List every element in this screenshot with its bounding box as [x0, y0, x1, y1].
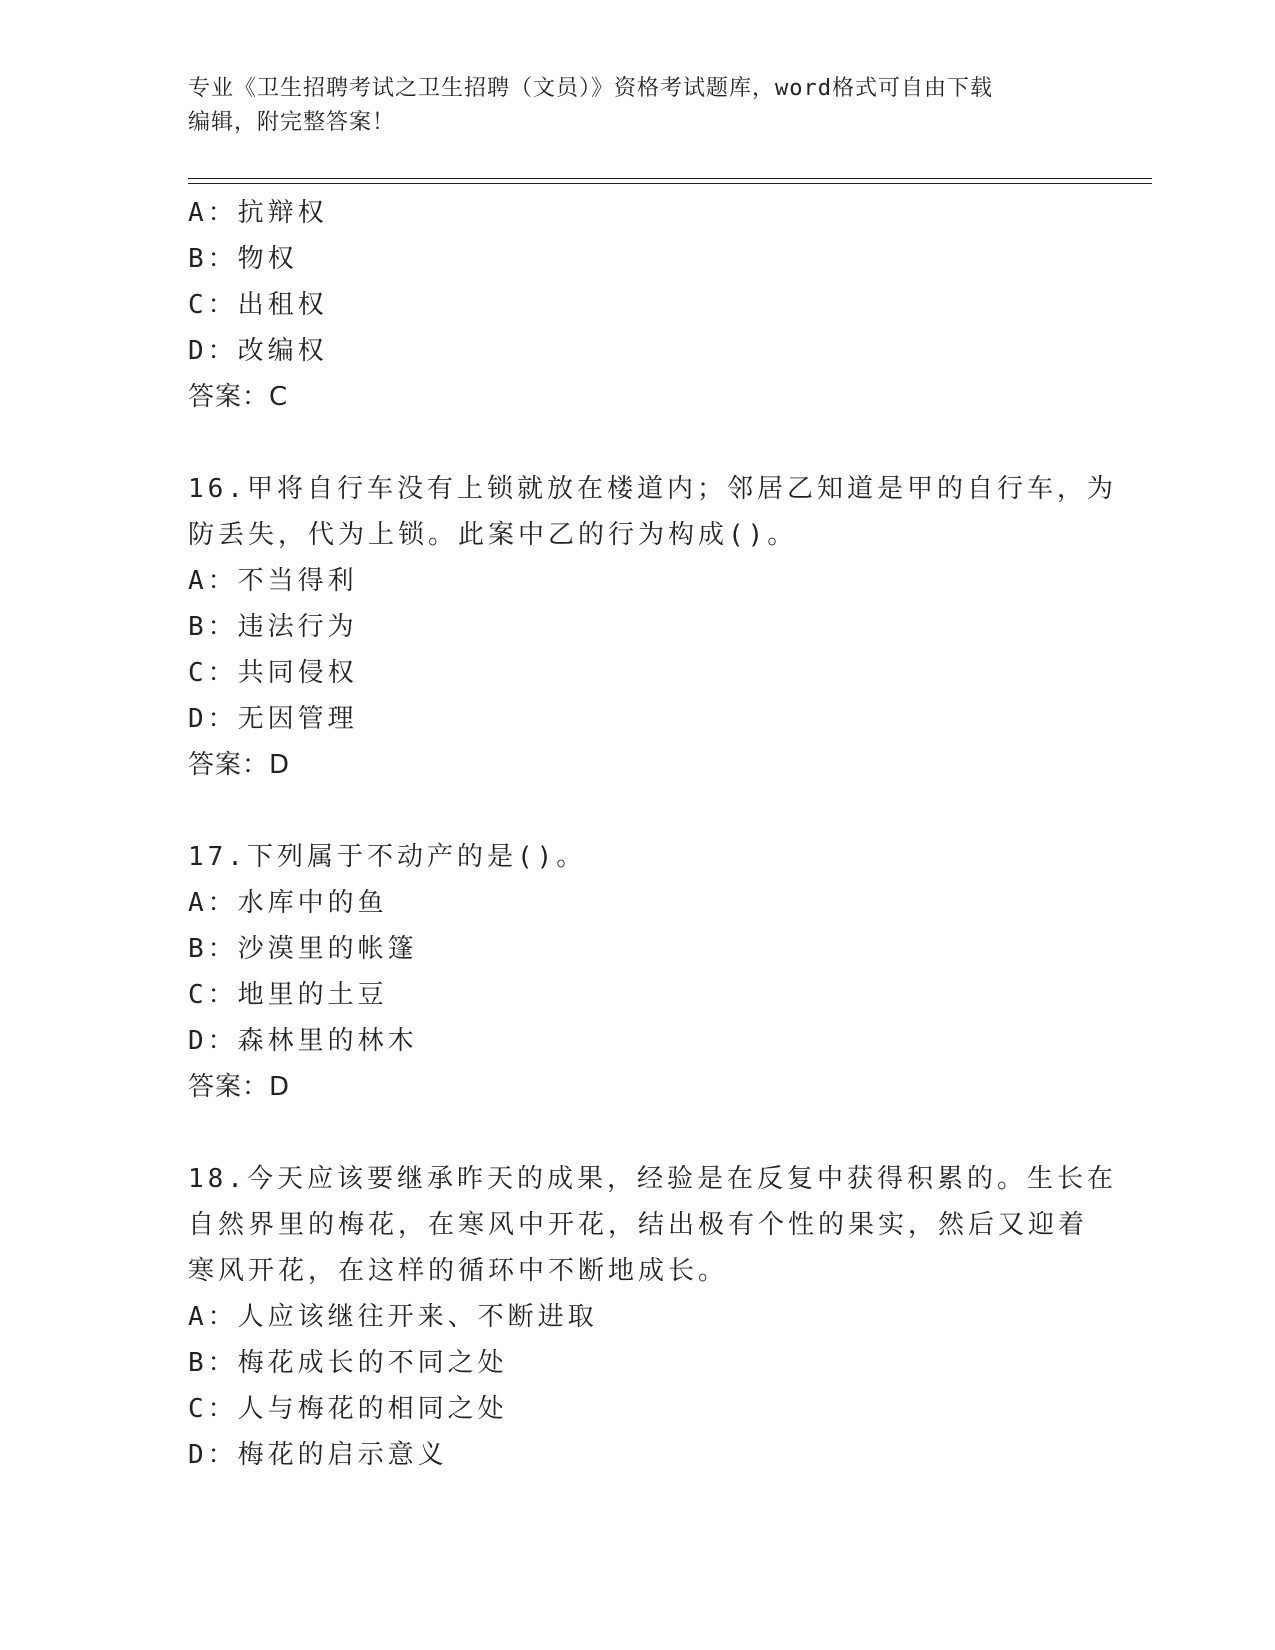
question-list	[188, 190, 1148, 1478]
option-a: A：人应该继往开来、不断进取	[188, 1302, 598, 1332]
question-18	[188, 1156, 1148, 1478]
question-15	[188, 190, 1148, 420]
option-d: D：改编权	[188, 336, 328, 366]
question-17	[188, 834, 1148, 1110]
header-title-line-2: 编辑，附完整答案！	[188, 110, 396, 135]
question-stem-line: 18.今天应该要继承昨天的成果，经验是在反复中获得积累的。生长在	[188, 1164, 1117, 1194]
option-d: D：无因管理	[188, 704, 358, 734]
question-spacer	[188, 788, 1148, 834]
question-16	[188, 466, 1148, 788]
option-b: B：沙漠里的帐篷	[188, 934, 418, 964]
option-c: C：出租权	[188, 290, 328, 320]
question-spacer	[188, 1110, 1148, 1156]
option-a: A：水库中的鱼	[188, 888, 388, 918]
option-d: D：梅花的启示意义	[188, 1440, 448, 1470]
question-stem-line: 寒风开花，在这样的循环中不断地成长。	[188, 1256, 729, 1286]
option-b: B：梅花成长的不同之处	[188, 1348, 508, 1378]
answer-line: 答案：D	[188, 750, 291, 780]
header-title-line-1: 专业《卫生招聘考试之卫生招聘（文员）》资格考试题库，word格式可自由下载	[188, 76, 993, 101]
answer-line: 答案：C	[188, 382, 289, 412]
question-spacer	[188, 420, 1148, 466]
option-d: D：森林里的林木	[188, 1026, 418, 1056]
question-stem-line: 17.下列属于不动产的是()。	[188, 842, 587, 872]
question-stem-line: 自然界里的梅花，在寒风中开花，结出极有个性的果实，然后又迎着	[188, 1210, 1089, 1240]
option-b: B：违法行为	[188, 612, 358, 642]
option-c: C：地里的土豆	[188, 980, 388, 1010]
option-b: B：物权	[188, 244, 298, 274]
question-stem-line: 防丢失，代为上锁。此案中乙的行为构成()。	[188, 520, 798, 550]
question-stem-line: 16.甲将自行车没有上锁就放在楼道内；邻居乙知道是甲的自行车，为	[188, 474, 1117, 504]
option-a: A：抗辩权	[188, 198, 328, 228]
header-rule-bottom	[188, 183, 1152, 184]
option-a: A：不当得利	[188, 566, 358, 596]
header-rule-top	[188, 178, 1152, 179]
option-c: C：人与梅花的相同之处	[188, 1394, 508, 1424]
document-header	[188, 72, 1088, 140]
answer-line: 答案：D	[188, 1072, 291, 1102]
option-c: C：共同侵权	[188, 658, 358, 688]
